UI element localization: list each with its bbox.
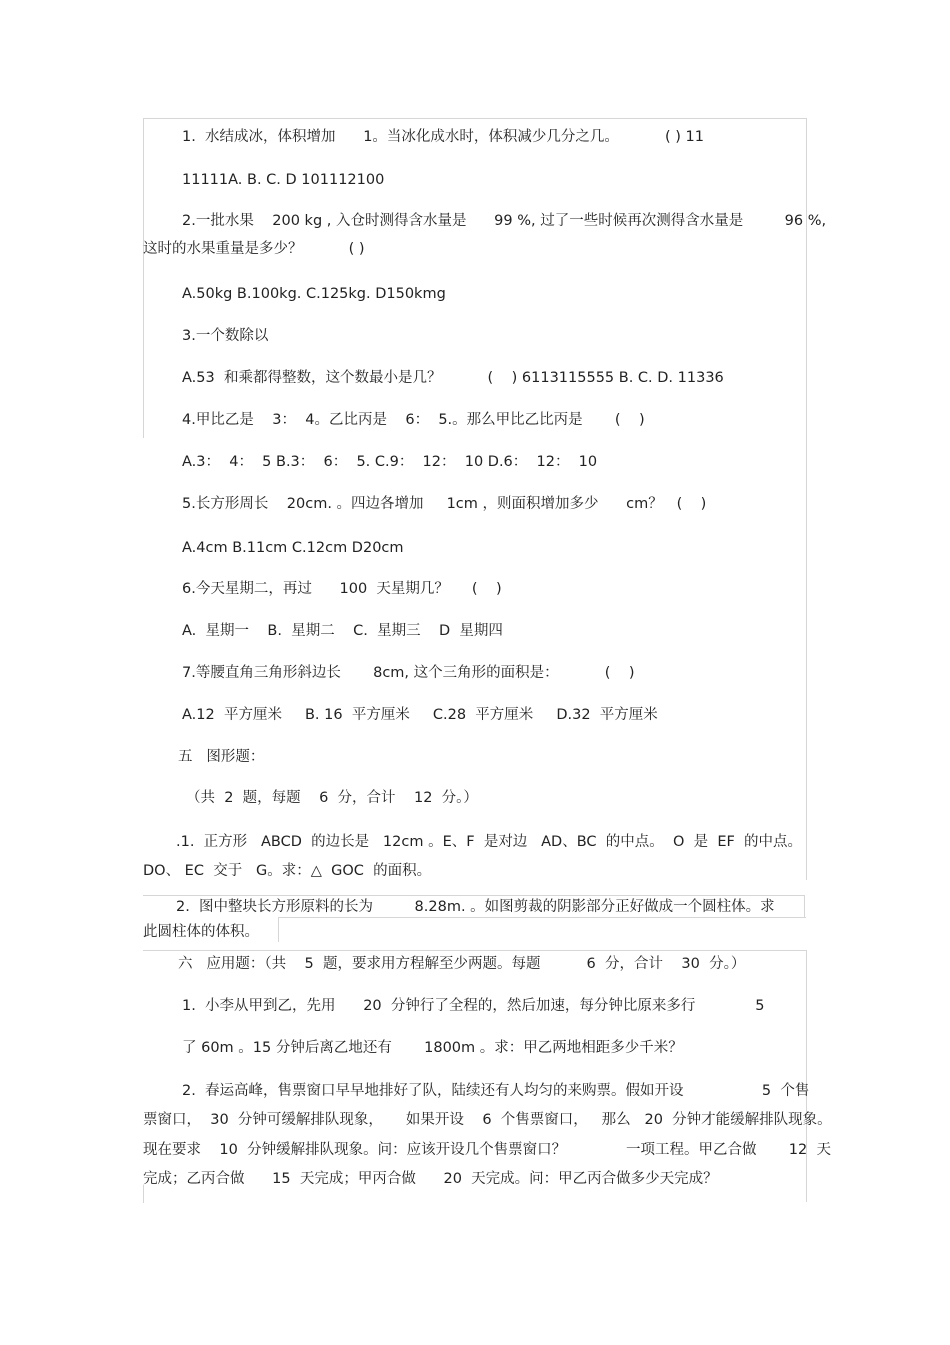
q5-options: A.4cm B.11cm C.12cm D20cm bbox=[182, 540, 404, 556]
q6-text: 6.今天星期二，再过 100 天星期几？ ( ) bbox=[182, 581, 502, 597]
section-5-title: 五 图形题： bbox=[178, 749, 265, 765]
q7-text: 7.等腰直角三角形斜边长 8cm, 这个三角形的面积是： ( ) bbox=[182, 665, 635, 681]
app-q2-text-cont1: 票窗口， 30 分钟可缓解排队现象， 如果开设 6 个售票窗口， 那么 20 分钟才能缓解排队现象。 bbox=[143, 1112, 832, 1128]
q1-options: 11111A. B. C. D 101112100 bbox=[182, 172, 385, 188]
section-5-note: （共 2 题，每题 6 分，合计 12 分。） bbox=[186, 790, 478, 806]
q5-text: 5.长方形周长 20cm. 。四边各增加 1cm ，则面积增加多少 cm？ ( ) bbox=[182, 496, 707, 512]
app-q2-text: 2. 春运高峰，售票窗口早早地排好了队，陆续还有人均匀的来购票。假如开设 5 个售 bbox=[182, 1083, 810, 1099]
q7-options: A.12 平方厘米 B. 16 平方厘米 C.28 平方厘米 D.32 平方厘米 bbox=[182, 707, 658, 723]
app-q2-text-cont2: 现在要求 10 分钟缓解排队现象。问：应该开设几个售票窗口？ 一项工程。甲乙合做 12 天 bbox=[143, 1142, 831, 1158]
frame-mid-line bbox=[143, 895, 805, 896]
frame-mid-right-line bbox=[804, 895, 805, 917]
q1-text: 1. 水结成冰，体积增加 1。当冰化成水时，体积减少几分之几。 ( ) 11 bbox=[182, 129, 705, 145]
q3-options: A.53 和乘都得整数，这个数最小是几？ ( ) 6113115555 B. C. D. 11336 bbox=[182, 370, 724, 386]
geo-q2-text-cont: 此圆柱体的体积。 bbox=[143, 924, 259, 940]
app-q2-text-cont3: 完成；乙丙合做 15 天完成；甲丙合做 20 天完成。问：甲乙丙合做多少天完成？ bbox=[143, 1171, 718, 1187]
app-q1-text: 1. 小李从甲到乙，先用 20 分钟行了全程的，然后加速，每分钟比原来多行 5 bbox=[182, 998, 765, 1014]
q2-options: A.50kg B.100kg. C.125kg. D150kmg bbox=[182, 286, 446, 302]
q4-options: A.3： 4： 5 B.3： 6： 5. C.9： 12： 10 D.6： 12： 10 bbox=[182, 454, 598, 470]
geo-q1-text-cont: DO、 EC 交于 G。求：△ GOC 的面积。 bbox=[143, 863, 432, 879]
q6-options: A. 星期一 B. 星期二 C. 星期三 D 星期四 bbox=[182, 623, 503, 639]
geo-q1-text: .1. 正方形 ABCD 的边长是 12cm 。E、F 是对边 AD、BC 的中点。 O 是 EF 的中点。 bbox=[176, 834, 803, 850]
q2-text: 2.一批水果 200 kg , 入仓时测得含水量是 99 %, 过了一些时候再次测得含水量是 96 %, bbox=[182, 213, 827, 229]
q4-text: 4.甲比乙是 3： 4。乙比丙是 6： 5.。那么甲比乙比丙是 ( ) bbox=[182, 412, 645, 428]
app-q1-text-cont: 了 60m 。15 分钟后离乙地还有 1800m 。求：甲乙两地相距多少千米？ bbox=[182, 1040, 683, 1056]
geo-q2-text: 2. 图中整块长方形原料的长为 8.28m. 。如图剪裁的阴影部分正好做成一个圆柱体。求 bbox=[176, 899, 775, 915]
frame-lower-right-line bbox=[806, 950, 807, 1202]
frame-lower-top-line bbox=[143, 950, 807, 951]
frame-right-line bbox=[806, 118, 807, 880]
frame-left-line bbox=[143, 118, 144, 438]
frame-top-line bbox=[143, 118, 807, 119]
section-6-title: 六 应用题：（共 5 题，要求用方程解至少两题。每题 6 分，合计 30 分。） bbox=[178, 956, 746, 972]
q2-text-cont: 这时的水果重量是多少？ ( ) bbox=[143, 241, 365, 257]
frame-small-box bbox=[278, 917, 806, 942]
q3-text: 3.一个数除以 bbox=[182, 328, 269, 344]
